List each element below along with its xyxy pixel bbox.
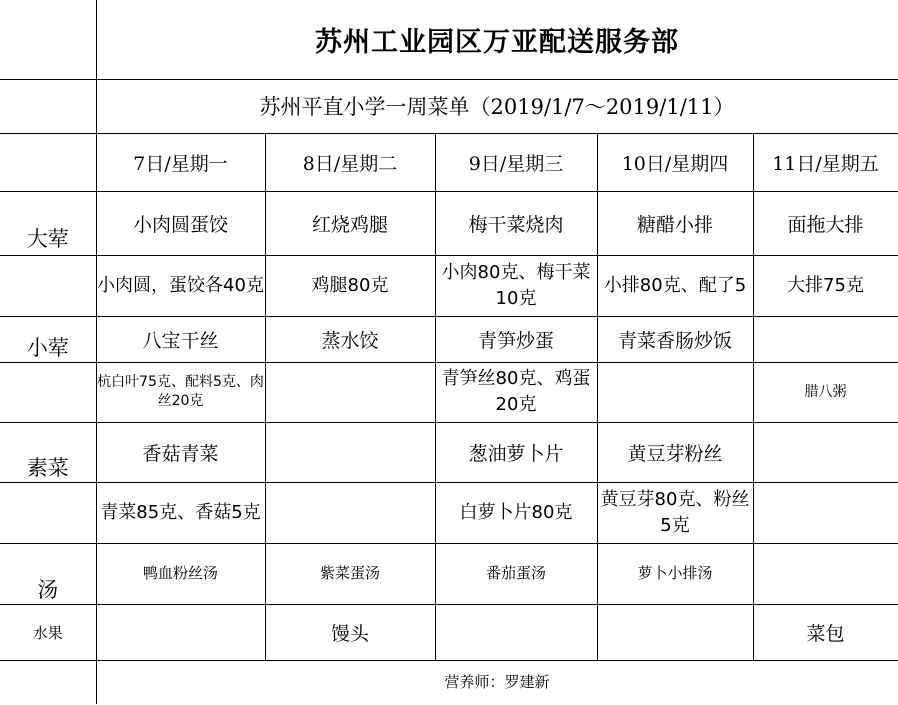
detail-cell bbox=[265, 362, 435, 422]
dish-cell: 小肉圆蛋饺 bbox=[96, 191, 265, 255]
soup-cell: 番茄蛋汤 bbox=[435, 543, 597, 604]
dish-cell: 梅干菜烧肉 bbox=[435, 191, 597, 255]
detail-cell: 青笋丝80克、鸡蛋20克 bbox=[435, 362, 597, 422]
day-header: 11日/星期五 bbox=[753, 133, 898, 191]
page-title: 苏州工业园区万亚配送服务部 bbox=[96, 0, 898, 79]
fruit-cell: 菜包 bbox=[753, 604, 898, 660]
detail-cell: 杭白叶75克、配料5克、肉丝20克 bbox=[96, 362, 265, 422]
day-header: 10日/星期四 bbox=[597, 133, 753, 191]
category-spacer bbox=[0, 482, 96, 543]
dish-cell: 蒸水饺 bbox=[265, 316, 435, 362]
dish-cell: 香菇青菜 bbox=[96, 422, 265, 482]
category-spacer bbox=[0, 255, 96, 316]
fruit-cell bbox=[597, 604, 753, 660]
detail-cell: 鸡腿80克 bbox=[265, 255, 435, 316]
detail-cell: 小肉80克、梅干菜10克 bbox=[435, 255, 597, 316]
category-text: 小荤 bbox=[26, 335, 69, 360]
detail-cell bbox=[265, 482, 435, 543]
detail-cell: 小排80克、配了5 bbox=[597, 255, 753, 316]
dish-cell bbox=[265, 422, 435, 482]
soup-cell: 萝卜小排汤 bbox=[597, 543, 753, 604]
detail-cell: 黄豆芽80克、粉丝5克 bbox=[597, 482, 753, 543]
fruit-cell bbox=[435, 604, 597, 660]
dish-cell bbox=[753, 422, 898, 482]
detail-cell: 白萝卜片80克 bbox=[435, 482, 597, 543]
corner-cell-2 bbox=[0, 79, 96, 133]
detail-cell: 小肉圆，蛋饺各40克 bbox=[96, 255, 265, 316]
detail-cell: 大排75克 bbox=[753, 255, 898, 316]
soup-cell: 鸭血粉丝汤 bbox=[96, 543, 265, 604]
day-header: 7日/星期一 bbox=[96, 133, 265, 191]
dish-cell: 青菜香肠炒饭 bbox=[597, 316, 753, 362]
detail-cell: 青菜85克、香菇5克 bbox=[96, 482, 265, 543]
menu-subtitle: 苏州平直小学一周菜单（2019/1/7～2019/1/11） bbox=[96, 79, 898, 133]
category-text: 大荤 bbox=[26, 226, 69, 251]
detail-cell bbox=[753, 482, 898, 543]
day-header: 9日/星期三 bbox=[435, 133, 597, 191]
day-header: 8日/星期二 bbox=[265, 133, 435, 191]
category-label-xiao-hun bbox=[0, 316, 96, 362]
category-text: 汤 bbox=[37, 577, 59, 602]
dish-cell: 面拖大排 bbox=[753, 191, 898, 255]
detail-cell: 腊八粥 bbox=[753, 362, 898, 422]
dish-cell: 葱油萝卜片 bbox=[435, 422, 597, 482]
footer-spacer bbox=[0, 660, 96, 704]
category-label-da-hun bbox=[0, 191, 96, 255]
detail-cell bbox=[597, 362, 753, 422]
category-spacer bbox=[0, 362, 96, 422]
category-text: 素菜 bbox=[26, 455, 69, 480]
dish-cell: 青笋炒蛋 bbox=[435, 316, 597, 362]
dish-cell: 糖醋小排 bbox=[597, 191, 753, 255]
nutritionist-label: 营养师：罗建新 bbox=[96, 660, 898, 704]
fruit-cell bbox=[96, 604, 265, 660]
fruit-cell: 馒头 bbox=[265, 604, 435, 660]
corner-cell-3 bbox=[0, 133, 96, 191]
dish-cell: 红烧鸡腿 bbox=[265, 191, 435, 255]
corner-cell bbox=[0, 0, 96, 79]
soup-cell: 紫菜蛋汤 bbox=[265, 543, 435, 604]
category-label-shui-guo: 水果 bbox=[0, 604, 96, 660]
dish-cell: 黄豆芽粉丝 bbox=[597, 422, 753, 482]
category-label-tang bbox=[0, 543, 96, 604]
soup-cell bbox=[753, 543, 898, 604]
dish-cell: 八宝干丝 bbox=[96, 316, 265, 362]
dish-cell bbox=[753, 316, 898, 362]
category-label-su-cai bbox=[0, 422, 96, 482]
